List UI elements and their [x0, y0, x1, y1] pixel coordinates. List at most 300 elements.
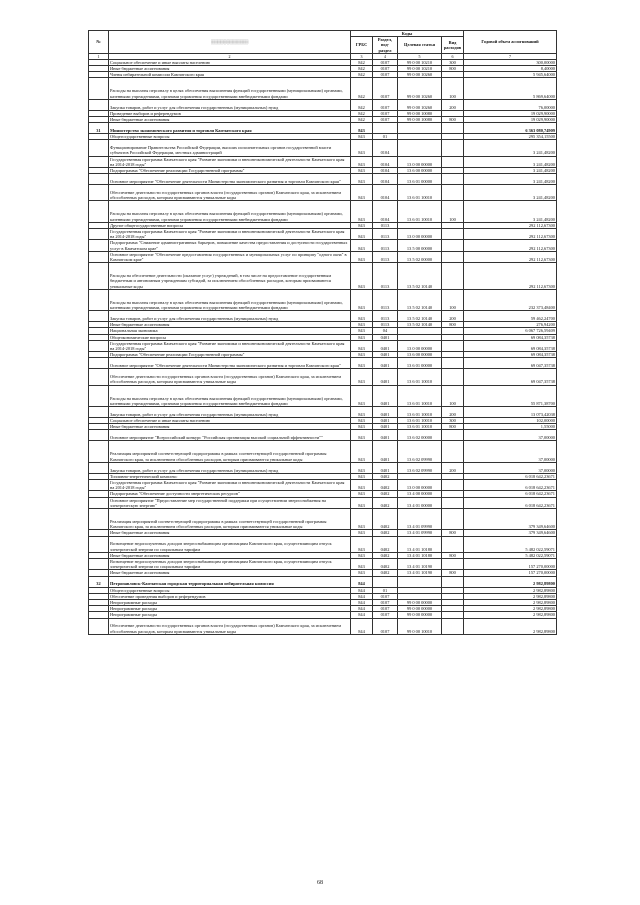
row-name: Национальная экономика	[109, 328, 351, 334]
table-row	[89, 407, 557, 418]
row-grbs: 843	[351, 552, 373, 558]
row-grbs: 843	[351, 289, 373, 310]
row-sum: 55 871,38700	[464, 385, 557, 406]
row-csr: 99 0 00 10260	[398, 99, 442, 110]
row-razdel	[373, 576, 398, 587]
row-name: Государственная программа Камчатского края "Развитие экономики и внешнеэкономической деятельности Камчатского края на 2014-2018 годы"	[109, 229, 351, 240]
row-name: Непрограммные расходы	[109, 612, 351, 618]
row-vr	[442, 340, 464, 351]
row-number	[89, 559, 109, 570]
row-csr: 13 6 01 10010	[398, 407, 442, 418]
table-row	[89, 263, 557, 290]
header-name: ░░░░░░░░░░░░	[109, 31, 351, 54]
row-vr: 300	[442, 418, 464, 424]
row-csr: 99 0 00 00000	[398, 606, 442, 612]
row-csr: 13 6 01 10010	[398, 424, 442, 430]
row-sum: 6 363 080,74909	[464, 123, 557, 134]
row-number	[89, 240, 109, 251]
row-razdel	[373, 123, 398, 134]
row-number	[89, 509, 109, 530]
row-grbs: 843	[351, 240, 373, 251]
row-grbs: 843	[351, 559, 373, 570]
row-sum: 19 029,90000	[464, 117, 557, 123]
row-grbs: 843	[351, 168, 373, 174]
row-razdel: 0401	[373, 369, 398, 385]
row-number	[89, 99, 109, 110]
row-razdel: 0113	[373, 222, 398, 228]
row-vr: 800	[442, 66, 464, 72]
row-csr: 13 6 00 00000	[398, 352, 442, 358]
row-name: Расходы на выплаты персоналу в целях обеспечения выполнения функций государственными (муниципальными) органами, казенными учреждениями, органами управления государственными внебюджетными фондами	[109, 201, 351, 222]
table-row	[89, 369, 557, 385]
table-row	[89, 576, 557, 587]
row-csr: 13 6 02 00000	[398, 430, 442, 441]
row-grbs: 844	[351, 576, 373, 587]
row-razdel: 0401	[373, 430, 398, 441]
table-row	[89, 358, 557, 369]
row-csr: 13 4 01 09990	[398, 509, 442, 530]
row-sum: 8,40000	[464, 66, 557, 72]
row-razdel: 01	[373, 134, 398, 140]
row-sum: 5 945,64000	[464, 72, 557, 78]
row-csr: 99 0 00 00000	[398, 612, 442, 618]
page-number: 68	[317, 880, 323, 886]
row-razdel: 0402	[373, 536, 398, 552]
row-name: Общеэкономические вопросы	[109, 334, 351, 340]
row-csr	[398, 140, 442, 156]
table-row	[89, 536, 557, 552]
row-csr	[398, 123, 442, 134]
row-sum: 300,00000	[464, 59, 557, 65]
row-grbs: 843	[351, 251, 373, 262]
row-name: Закупка товаров, работ и услуг для обеспечения государственных (муниципальных) нужд	[109, 407, 351, 418]
row-grbs: 843	[351, 123, 373, 134]
row-number	[89, 78, 109, 99]
row-sum: 69 084,35738	[464, 334, 557, 340]
row-name: Петропавловск-Камчатская городская территориальная избирательная комиссия	[109, 576, 351, 587]
row-number	[89, 358, 109, 369]
row-vr	[442, 559, 464, 570]
row-razdel: 0113	[373, 240, 398, 251]
row-sum: 13 073,42038	[464, 407, 557, 418]
row-razdel: 0107	[373, 72, 398, 78]
row-sum: 5 482 022,59071	[464, 552, 557, 558]
row-vr	[442, 156, 464, 167]
table-row	[89, 311, 557, 322]
row-vr: 800	[442, 570, 464, 576]
row-vr: 200	[442, 99, 464, 110]
row-vr: 100	[442, 385, 464, 406]
table-row	[89, 618, 557, 634]
column-number: 2	[109, 53, 351, 59]
row-razdel: 0402	[373, 559, 398, 570]
row-sum: 292 112,67300	[464, 222, 557, 228]
row-name: Основное мероприятие "Всероссийский конкурс "Российская организация высокой социальной эффективности""	[109, 430, 351, 441]
table-row	[89, 240, 557, 251]
row-sum: 3 241,48200	[464, 201, 557, 222]
row-sum: 2 982,89800	[464, 576, 557, 587]
row-number	[89, 185, 109, 201]
row-name: Расходы на выплаты персоналу в целях обеспечения выполнения функций государственными (муниципальными) органами, казенными учреждениями, органами управления государственными внебюджетными фондами	[109, 385, 351, 406]
row-vr	[442, 123, 464, 134]
row-name: Обеспечение деятельности государственных органов власти (государственных органов) Камчатского края, за исключением обособленных расходов, которым присваиваются уникальные коды	[109, 185, 351, 201]
table-row	[89, 497, 557, 508]
row-name: Расходы на выплаты персоналу в целях обеспечения выполнения функций государственными (муниципальными) органами, казенными учреждениями, органами управления государственными внебюджетными фондами	[109, 78, 351, 99]
row-razdel: 0107	[373, 110, 398, 116]
row-vr	[442, 140, 464, 156]
row-name: Подпрограмма "Обеспечение реализации Государственной программы"	[109, 352, 351, 358]
row-grbs: 842	[351, 117, 373, 123]
row-grbs: 842	[351, 72, 373, 78]
row-vr: 800	[442, 530, 464, 536]
row-vr	[442, 251, 464, 262]
row-sum: 3 241,48200	[464, 168, 557, 174]
row-grbs: 842	[351, 78, 373, 99]
row-name: Функционирование Правительства Российской Федерации, высших исполнительных органов государственной власти субъектов Российской Федерации, местных администраций	[109, 140, 351, 156]
row-razdel: 0113	[373, 263, 398, 290]
row-razdel: 0107	[373, 59, 398, 65]
row-name: Расходы на выплаты персоналу в целях обеспечения выполнения функций государственными (муниципальными) органами, казенными учреждениями, органами управления государственными внебюджетными фондами	[109, 289, 351, 310]
row-vr: 800	[442, 117, 464, 123]
table-header	[89, 31, 557, 60]
row-grbs: 842	[351, 66, 373, 72]
row-csr: 99 0 00 10210	[398, 66, 442, 72]
row-sum: 19 029,90000	[464, 110, 557, 116]
budget-table	[88, 30, 557, 635]
row-number	[89, 251, 109, 262]
row-csr: 13 5 02 00000	[398, 251, 442, 262]
row-razdel: 0402	[373, 473, 398, 479]
row-grbs: 843	[351, 491, 373, 497]
row-grbs: 843	[351, 385, 373, 406]
row-vr	[442, 263, 464, 290]
row-csr: 13 4 01 09990	[398, 530, 442, 536]
row-razdel: 0401	[373, 462, 398, 473]
row-grbs: 843	[351, 328, 373, 334]
column-number: 4	[373, 53, 398, 59]
table-row	[89, 229, 557, 240]
row-sum: 1,55000	[464, 424, 557, 430]
row-vr	[442, 358, 464, 369]
row-csr: 13 4 01 10180	[398, 536, 442, 552]
row-number	[89, 369, 109, 385]
row-grbs: 843	[351, 570, 373, 576]
row-csr: 99 0 00 10080	[398, 110, 442, 116]
row-csr: 13 0 00 00000	[398, 229, 442, 240]
row-name: Основное мероприятие "Обеспечение деятельности Министерства экономического развития и торговли Камчатского края"	[109, 358, 351, 369]
row-grbs: 843	[351, 229, 373, 240]
row-razdel: 0113	[373, 251, 398, 262]
table-row	[89, 462, 557, 473]
row-vr	[442, 536, 464, 552]
row-number	[89, 201, 109, 222]
row-razdel: 0402	[373, 497, 398, 508]
row-number	[89, 385, 109, 406]
row-csr: 13 6 02 09990	[398, 441, 442, 462]
row-vr: 300	[442, 59, 464, 65]
row-name: Возмещение недополученных доходов энергоснабжающим организациям Камчатского края, осуществляющим отпуск электрической энергии по социальным тарифам	[109, 559, 351, 570]
row-sum: 6 067 726,59409	[464, 328, 557, 334]
row-grbs: 843	[351, 174, 373, 185]
row-sum: 157 270,00000	[464, 559, 557, 570]
row-csr: 13 0 00 00000	[398, 340, 442, 351]
row-name: Общегосударственные вопросы	[109, 587, 351, 593]
row-razdel: 0104	[373, 185, 398, 201]
row-name: Иные бюджетные ассигнования	[109, 552, 351, 558]
row-grbs: 843	[351, 418, 373, 424]
row-vr	[442, 174, 464, 185]
row-sum: 6 018 642,23671	[464, 473, 557, 479]
table-row	[89, 480, 557, 491]
row-number	[89, 156, 109, 167]
row-name: Иные бюджетные ассигнования	[109, 424, 351, 430]
row-csr: 13 5 02 10140	[398, 263, 442, 290]
row-sum: 3 241,48200	[464, 174, 557, 185]
row-grbs: 843	[351, 497, 373, 508]
row-vr: 100	[442, 78, 464, 99]
row-vr	[442, 229, 464, 240]
row-vr	[442, 497, 464, 508]
row-csr: 13 6 01 10010	[398, 185, 442, 201]
row-vr: 100	[442, 289, 464, 310]
row-name: Социальное обеспечение и иные выплаты населению	[109, 59, 351, 65]
row-razdel: 01	[373, 587, 398, 593]
row-razdel: 0107	[373, 66, 398, 72]
header-grbs: ГРБС	[351, 37, 373, 54]
column-number: 3	[351, 53, 373, 59]
row-name: Государственная программа Камчатского края "Развитие экономики и внешнеэкономической деятельности Камчатского края на 2014-2018 годы"	[109, 340, 351, 351]
row-sum: 6 018 642,23671	[464, 491, 557, 497]
row-sum: 292 112,67300	[464, 263, 557, 290]
row-vr: 200	[442, 462, 464, 473]
header-codes: Коды	[351, 31, 464, 37]
row-name: Иные бюджетные ассигнования	[109, 66, 351, 72]
row-number	[89, 430, 109, 441]
row-grbs: 843	[351, 407, 373, 418]
column-number: 7	[464, 53, 557, 59]
row-vr: 100	[442, 201, 464, 222]
row-name: Иные бюджетные ассигнования	[109, 570, 351, 576]
row-vr	[442, 480, 464, 491]
row-sum: 69 047,35738	[464, 369, 557, 385]
column-number: 5	[398, 53, 442, 59]
row-grbs: 843	[351, 352, 373, 358]
row-razdel: 0104	[373, 156, 398, 167]
row-csr: 99 0 00 10260	[398, 72, 442, 78]
table-row	[89, 185, 557, 201]
row-razdel: 0104	[373, 201, 398, 222]
row-number	[89, 480, 109, 491]
row-number	[89, 289, 109, 310]
table-row	[89, 430, 557, 441]
row-sum: 292 112,67300	[464, 240, 557, 251]
row-grbs: 844	[351, 606, 373, 612]
header-no: №	[89, 31, 109, 54]
table-row	[89, 289, 557, 310]
row-grbs: 842	[351, 99, 373, 110]
row-grbs: 843	[351, 473, 373, 479]
row-sum: 276,94200	[464, 322, 557, 328]
row-name: Закупка товаров, работ и услуг для обеспечения государственных (муниципальных) нужд	[109, 311, 351, 322]
row-csr: 13 6 01 00000	[398, 358, 442, 369]
table-row	[89, 174, 557, 185]
column-number: 1	[89, 53, 109, 59]
row-grbs: 843	[351, 311, 373, 322]
row-razdel: 0402	[373, 480, 398, 491]
row-razdel: 0401	[373, 424, 398, 430]
row-razdel: 0401	[373, 441, 398, 462]
row-razdel: 0107	[373, 99, 398, 110]
row-name: Обеспечение деятельности государственных органов власти (государственных органов) Камчатского края, за исключением обособленных расходов, которым присваиваются уникальные коды	[109, 618, 351, 634]
row-grbs: 842	[351, 110, 373, 116]
row-number	[89, 140, 109, 156]
row-vr	[442, 185, 464, 201]
row-razdel: 0107	[373, 618, 398, 634]
row-razdel: 0104	[373, 174, 398, 185]
row-grbs: 843	[351, 263, 373, 290]
row-name: Закупка товаров, работ и услуг для обеспечения государственных (муниципальных) нужд	[109, 99, 351, 110]
row-grbs: 844	[351, 618, 373, 634]
table-row	[89, 156, 557, 167]
row-razdel: 0401	[373, 352, 398, 358]
row-grbs: 843	[351, 430, 373, 441]
row-sum: 6 018 642,23671	[464, 497, 557, 508]
row-csr: 13 0 00 00000	[398, 480, 442, 491]
row-name: Государственная программа Камчатского края "Развитие экономики и внешнеэкономической деятельности Камчатского края на 2014-2018 годы"	[109, 480, 351, 491]
row-csr: 13 6 00 00000	[398, 168, 442, 174]
row-razdel: 0402	[373, 530, 398, 536]
row-grbs: 843	[351, 156, 373, 167]
row-sum: 6 018 642,23671	[464, 480, 557, 491]
row-vr	[442, 618, 464, 634]
row-csr: 13 4 01 10190	[398, 559, 442, 570]
table-row	[89, 123, 557, 134]
row-razdel: 04	[373, 328, 398, 334]
row-razdel: 0107	[373, 78, 398, 99]
row-sum: 295 354,15500	[464, 134, 557, 140]
row-number	[89, 536, 109, 552]
row-name: Иные бюджетные ассигнования	[109, 530, 351, 536]
row-number	[89, 618, 109, 634]
row-grbs: 842	[351, 59, 373, 65]
row-grbs: 843	[351, 441, 373, 462]
row-sum: 37,00000	[464, 462, 557, 473]
row-razdel: 0113	[373, 311, 398, 322]
table-row	[89, 78, 557, 99]
row-csr	[398, 576, 442, 587]
row-number	[89, 462, 109, 473]
row-csr: 13 6 01 10010	[398, 369, 442, 385]
row-razdel: 0107	[373, 600, 398, 606]
row-razdel: 0113	[373, 229, 398, 240]
table-row	[89, 99, 557, 110]
row-csr: 99 0 00 10210	[398, 59, 442, 65]
row-csr: 99 0 00 10260	[398, 78, 442, 99]
row-number: 31	[89, 123, 109, 134]
row-name: Реализация мероприятий соответствующей подпрограммы в рамках соответствующей государственной программы Камчатского края, за исключением обособленных расходов, которым присваиваются уникальные коды	[109, 441, 351, 462]
row-razdel: 0113	[373, 322, 398, 328]
row-name: Возмещение недополученных доходов энергоснабжающим организациям Камчатского края, осуществляющим отпуск электрической энергии по социальным тарифам	[109, 536, 351, 552]
row-sum: 37,00000	[464, 441, 557, 462]
row-vr	[442, 576, 464, 587]
table-row	[89, 201, 557, 222]
row-name: Непрограммные расходы	[109, 600, 351, 606]
row-csr: 99 0 00 10010	[398, 618, 442, 634]
row-csr: 99 0 00 10080	[398, 117, 442, 123]
row-name: Проведение выборов и референдумов	[109, 110, 351, 116]
row-vr: 800	[442, 552, 464, 558]
row-razdel: 0401	[373, 340, 398, 351]
row-sum: 292 112,67300	[464, 229, 557, 240]
row-razdel: 0402	[373, 491, 398, 497]
row-csr: 13 6 01 10010	[398, 418, 442, 424]
table-row	[89, 441, 557, 462]
table-row	[89, 509, 557, 530]
row-name: Обеспечение проведения выборов и референдумов	[109, 593, 351, 599]
row-sum: 379 349,64600	[464, 530, 557, 536]
row-vr	[442, 369, 464, 385]
row-razdel: 0107	[373, 612, 398, 618]
row-name: Расходы на обеспечение деятельности (оказание услуг) учреждений, в том числе на предоставление государственным бюджетным и автономным учреждениям субсидий, за исключением обособленных расходов, которым присваиваются уникальные коды	[109, 263, 351, 290]
row-number	[89, 174, 109, 185]
row-name: Другие общегосударственные вопросы	[109, 222, 351, 228]
row-name: Подпрограмма "Обеспечение реализации Государственной программы"	[109, 168, 351, 174]
row-sum: 157 270,00000	[464, 570, 557, 576]
row-name: Обеспечение деятельности государственных органов власти (государственных органов) Камчатского края, за исключением обособленных расходов, которым присваиваются уникальные коды	[109, 369, 351, 385]
row-name: Иные бюджетные ассигнования	[109, 117, 351, 123]
row-grbs: 843	[351, 140, 373, 156]
row-grbs: 844	[351, 612, 373, 618]
row-sum: 2 982,89800	[464, 606, 557, 612]
row-csr: 13 6 01 00000	[398, 174, 442, 185]
row-csr: 13 5 02 10140	[398, 289, 442, 310]
row-grbs: 843	[351, 340, 373, 351]
row-sum: 379 349,64600	[464, 509, 557, 530]
row-name: Реализация мероприятий соответствующей подпрограммы в рамках соответствующей государственной программы Камчатского края, за исключением обособленных расходов, которым присваиваются уникальные коды	[109, 509, 351, 530]
row-name: Иные бюджетные ассигнования	[109, 322, 351, 328]
row-name: Социальное обеспечение и иные выплаты населению	[109, 418, 351, 424]
row-grbs: 843	[351, 424, 373, 430]
row-razdel: 0401	[373, 407, 398, 418]
row-number	[89, 311, 109, 322]
column-number: 6	[442, 53, 464, 59]
table-row	[89, 559, 557, 570]
table-row	[89, 385, 557, 406]
row-vr: 800	[442, 424, 464, 430]
row-name: Государственная программа Камчатского края "Развитие экономики и внешнеэкономической деятельности Камчатского края на 2014-2018 годы"	[109, 156, 351, 167]
row-vr: 800	[442, 322, 464, 328]
row-name: Непрограммные расходы	[109, 606, 351, 612]
row-grbs: 843	[351, 358, 373, 369]
row-sum: 37,00000	[464, 430, 557, 441]
row-razdel: 0107	[373, 606, 398, 612]
row-number	[89, 407, 109, 418]
row-sum: 2 982,89800	[464, 600, 557, 606]
row-razdel: 0401	[373, 418, 398, 424]
row-csr: 13 5 00 00000	[398, 240, 442, 251]
row-razdel: 0402	[373, 509, 398, 530]
row-name: Общегосударственные вопросы	[109, 134, 351, 140]
row-name: Закупка товаров, работ и услуг для обеспечения государственных (муниципальных) нужд	[109, 462, 351, 473]
row-razdel: 0401	[373, 358, 398, 369]
table-row	[89, 140, 557, 156]
row-name: Подпрограмма "Снижение административных барьеров, повышение качества предоставления и доступности государственных услуг в Камчатском крае"	[109, 240, 351, 251]
row-name: Министерство экономического развития и торговли Камчатского края	[109, 123, 351, 134]
row-grbs: 843	[351, 334, 373, 340]
row-sum: 232 373,48400	[464, 289, 557, 310]
row-number	[89, 229, 109, 240]
row-razdel: 0401	[373, 385, 398, 406]
